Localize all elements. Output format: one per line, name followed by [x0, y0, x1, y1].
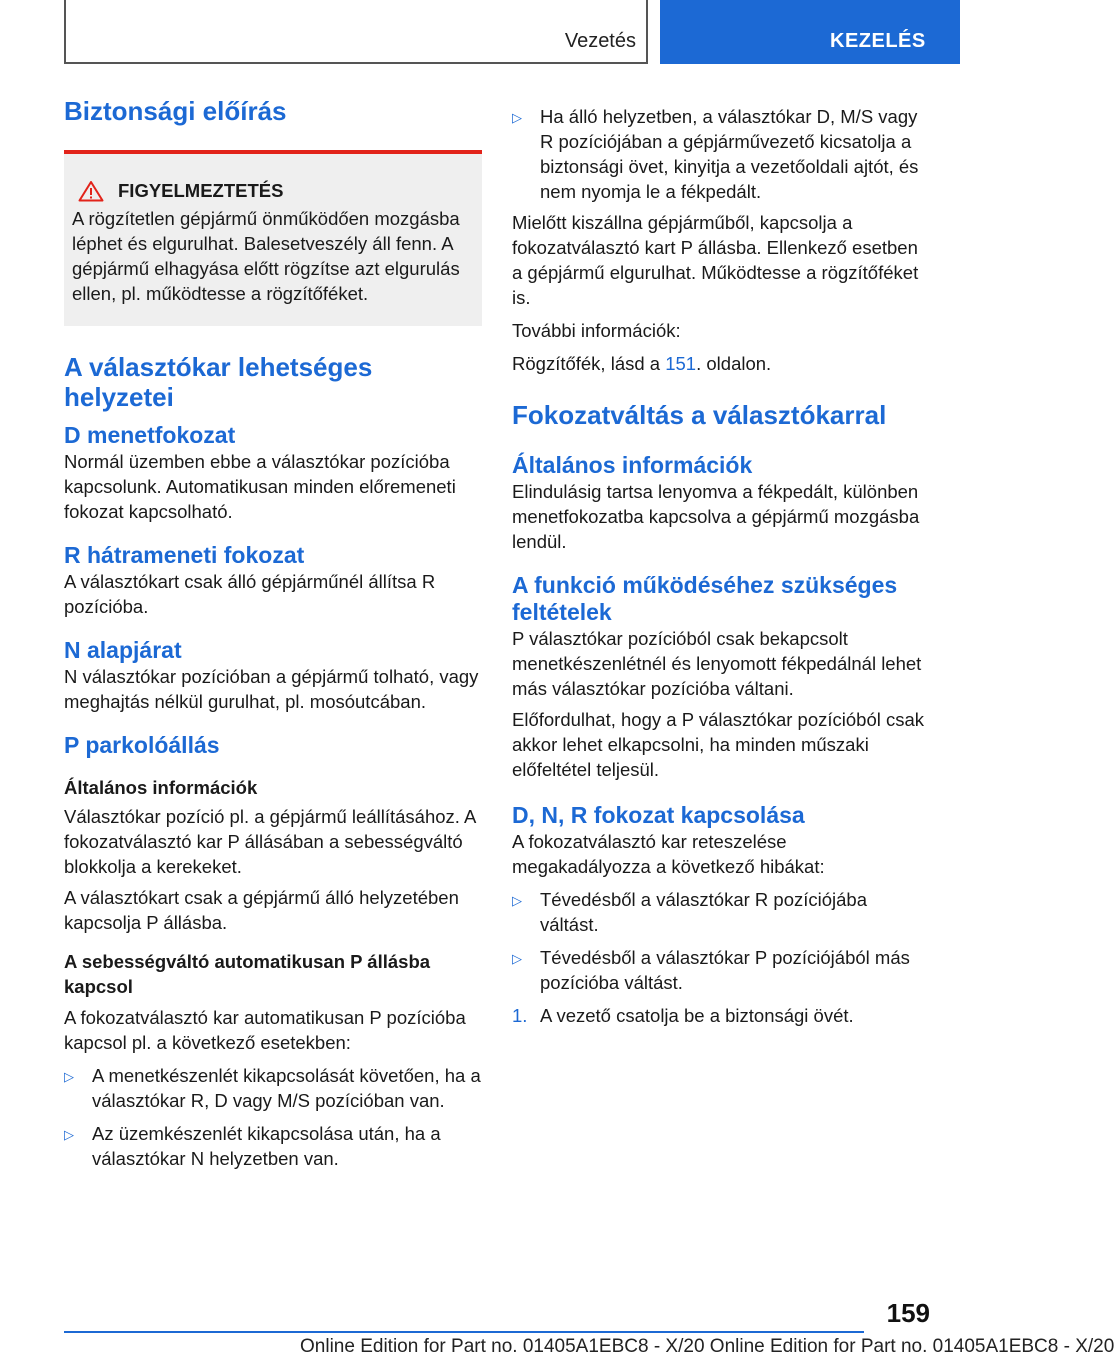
list-item	[512, 104, 930, 204]
warning-header	[72, 178, 474, 203]
text-r: A választókart csak álló gépjárműnél állítsa R pozícióba.	[64, 571, 436, 617]
p-auto-title: A sebességváltó automatikusan P állásba kapcsol	[64, 951, 431, 997]
list-item	[512, 945, 930, 995]
list-item-text: Ha álló helyzetben, a választókar D, M/S vagy R pozíciójában a gépjárművezető kicsatolja a biztonsági övet, kinyitja a vezetőoldali ajtót, és nem nyomja le a fékpedált.	[540, 106, 919, 202]
left-column	[64, 96, 482, 1171]
triangle-bullet-icon: ▷	[512, 110, 522, 125]
text-n: N választókar pozícióban a gépjármű tolható, vagy meghajtás nélkül gurulhat, pl. mosóutcában.	[64, 666, 479, 712]
list-item	[64, 1121, 482, 1171]
footer-edition: Online Edition for Part no. 01405A1EBC8 - X/20 Online Edition for Part no. 01405A1EBC8 - X/20	[300, 1336, 1114, 1357]
reference-suffix: . oldalon.	[696, 353, 772, 374]
warning-title: FIGYELMEZTETÉS	[118, 180, 284, 201]
subtitle-d: D menetfokozat	[64, 422, 236, 448]
step-text: A vezető csatolja be a biztonsági övét.	[540, 1005, 854, 1026]
numbered-step	[512, 1003, 930, 1028]
list-item-text: Az üzemkészenlét kikapcsolása után, ha a választókar N helyzetben van.	[92, 1123, 441, 1169]
reference-prefix: Rögzítőfék, lásd a	[512, 353, 666, 374]
section-title-safety: Biztonsági előírás	[64, 96, 287, 126]
subtitle-general: Általános információk	[512, 452, 753, 478]
list-item-text: A menetkészenlét kikapcsolását követően, ha a választókar R, D vagy M/S pozícióban van.	[92, 1065, 481, 1111]
step-number: 1.	[512, 1005, 528, 1026]
triangle-bullet-icon: ▷	[64, 1069, 74, 1084]
p-general-title: Általános információk	[64, 777, 258, 798]
subtitle-dnr: D, N, R fokozat kapcsolása	[512, 802, 805, 828]
list-item	[512, 887, 930, 937]
warning-text: A rögzítetlen gépjármű önműködően mozgásba léphet és elgurulhat. Balesetveszély áll fenn. A gépjármű elhagyása előtt rögzítse azt elgurulás ellen, pl. működtesse a rögzítőféket.	[72, 208, 460, 304]
reference-line	[512, 351, 930, 376]
triangle-bullet-icon: ▷	[512, 951, 522, 966]
subtitle-r: R hátrameneti fokozat	[64, 542, 305, 568]
list-item-text: Tévedésből a választókar P pozíciójából más pozícióba váltást.	[540, 947, 910, 993]
section-title-positions: A választókar lehetséges helyzetei	[64, 352, 373, 412]
subtitle-n: N alapjárat	[64, 637, 182, 663]
text-dnr: A fokozatválasztó kar reteszelése megakadályozza a következő hibákat:	[512, 831, 825, 877]
text-exit: Mielőtt kiszállna gépjárműből, kapcsolja a fokozatválasztó kart P állásba. Ellenkező esetben a gépjármű elgurulhat. Működtesse a rögzítőféket is.	[512, 212, 919, 308]
subtitle-requirements: A funkció működéséhez szükséges feltételek	[512, 572, 898, 625]
p-auto-text: A fokozatválasztó kar automatikusan P pozícióba kapcsol pl. a következő esetekben:	[64, 1007, 466, 1053]
text-general: Elindulásig tartsa lenyomva a fékpedált, különben menetfokozatba kapcsolva a gépjármű mozgásba lendül.	[512, 481, 920, 552]
subtitle-p: P parkolóállás	[64, 732, 220, 758]
triangle-bullet-icon: ▷	[512, 893, 522, 908]
text-requirements-2: Előfordulhat, hogy a P választókar pozícióból csak akkor lehet elkapcsolni, ha minden műszaki előfeltétel teljesül.	[512, 709, 925, 780]
warning-triangle-icon	[78, 180, 104, 202]
p-general-text1: Választókar pozíció pl. a gépjármű leállításához. A fokozatválasztó kar P állásában a sebességváltó blokkolja a kerekeket.	[64, 806, 476, 877]
p-general-text2: A választókart csak a gépjármű álló helyzetében kapcsolja P állásba.	[64, 887, 459, 933]
page-number: 159	[886, 1298, 930, 1328]
right-column	[512, 104, 930, 1028]
text-d: Normál üzemben ebbe a választókar pozícióba kapcsolunk. Automatikusan minden előremeneti fokozat kapcsolható.	[64, 451, 456, 522]
text-requirements-1: P választókar pozícióból csak bekapcsolt menetkészenlétnél és lenyomott fékpedálnál lehet más választókar pozícióba váltani.	[512, 628, 922, 699]
section-title-shifting: Fokozatváltás a választókarral	[512, 400, 887, 430]
page-link[interactable]: 151	[665, 353, 697, 374]
list-item-text: Tévedésből a választókar R pozíciójába váltást.	[540, 889, 868, 935]
triangle-bullet-icon: ▷	[64, 1127, 74, 1142]
more-info-label: További információk:	[512, 320, 681, 341]
list-item	[64, 1063, 482, 1113]
header-chapter: KEZELÉS	[660, 0, 960, 64]
header-section: Vezetés	[564, 30, 636, 52]
warning-box	[64, 150, 482, 326]
